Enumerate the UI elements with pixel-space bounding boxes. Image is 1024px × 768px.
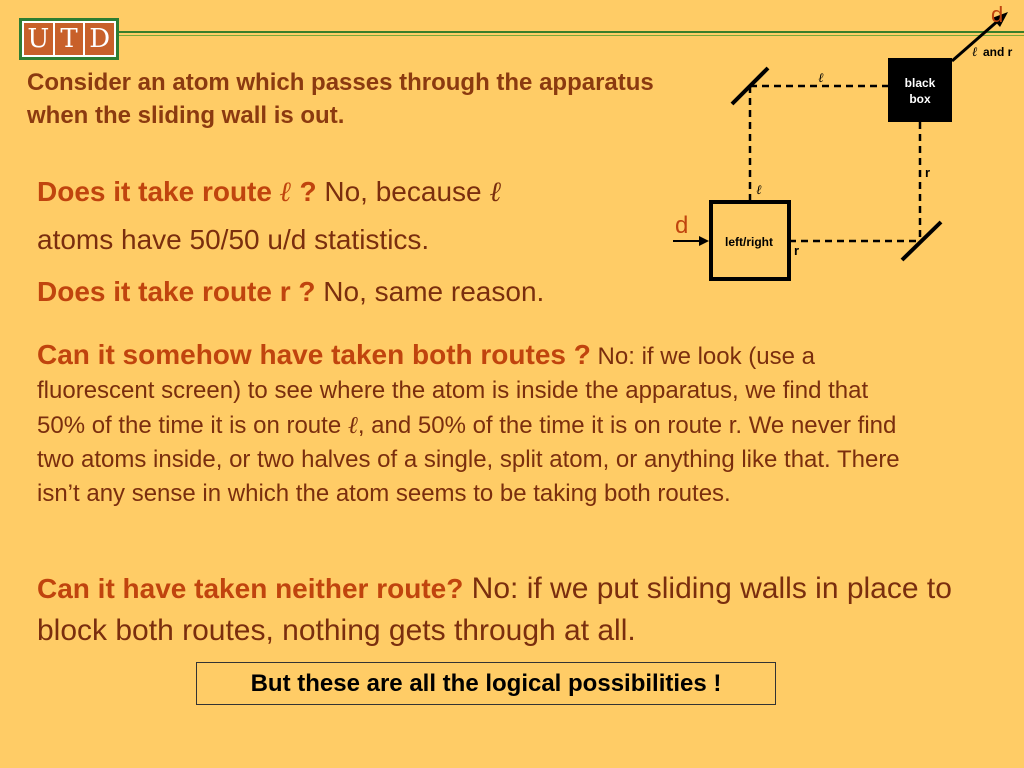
black-box-label-2: box [909,92,931,106]
route-l-answer: No, because ℓ atoms have 50/50 u/d statistics. [37,175,502,255]
logo-letter-d: D [85,23,114,55]
both-routes-question: Can it somehow have taken both routes ? [37,339,591,370]
neither-route-question: Can it have taken neither route? [37,573,464,604]
output-sub-label: and r [983,45,1013,59]
mirror-bottom-right [902,222,941,260]
input-label: d [675,212,689,239]
route-r-answer: No, same reason. [323,276,545,307]
black-box-label-1: black [904,76,936,90]
slide-subtitle: Consider an atom which passes through the apparatus when the sliding wall is out. [27,69,654,129]
neither-route-answer: No: if we put sliding walls in place to block both routes, nothing gets through at all. [37,572,952,647]
route-r-bottom-label: r [794,243,800,258]
route-r-question: Does it take route r ? [37,276,316,307]
input-arrow [699,236,709,246]
route-l-vertical-label: ℓ [756,183,762,198]
output-label: d [991,2,1004,27]
route-l-question: Does it take route ℓ ? [37,175,317,208]
output-ell: ℓ [972,45,978,60]
both-routes-answer: No: if we look (use a fluorescent screen) to see where the atom is inside the apparatus, we find that 50% of the time it is on route ℓ, and 50% of the time it is on route r. We never find two atoms inside, or two halves of a single, split atom, or anything like that. There isn’t any sense in which the atom seems to be taking both routes. [37,343,900,507]
logo-letter-t: T [55,23,84,55]
conclusion-box: But these are all the logical possibilities ! [196,662,776,705]
left-right-label: left/right [725,235,773,249]
black-box [888,58,952,122]
route-l-top-label: ℓ [818,71,824,86]
route-r-vertical-label: r [925,165,931,180]
logo-letter-u: U [24,23,53,55]
